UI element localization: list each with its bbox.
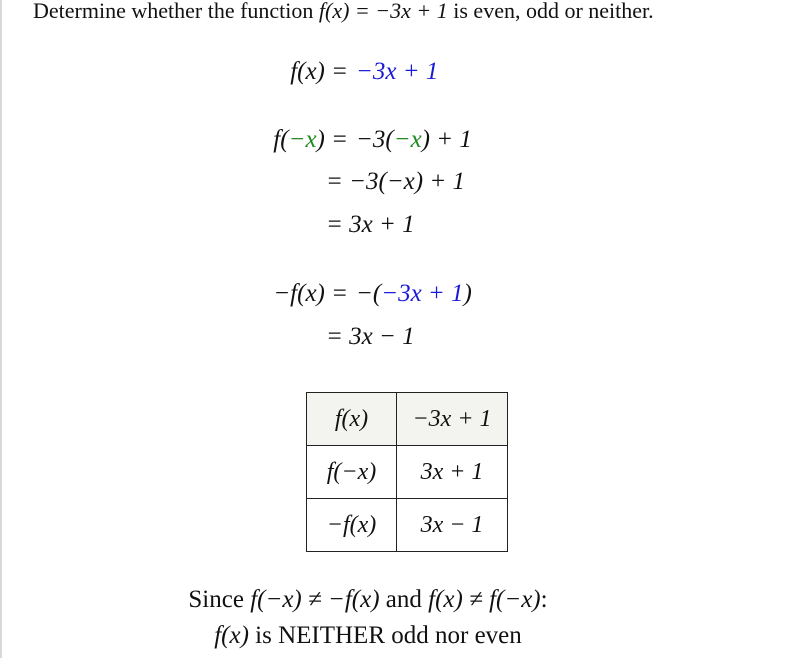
step-f-of-x (0, 58, 811, 92)
step-neg-f-of-x (0, 280, 811, 360)
table-cell-label: −f(x) (307, 499, 397, 552)
step2-line1-arg: −x (393, 126, 422, 153)
table-cell-value: 3x − 1 (397, 499, 508, 552)
conclusion-math-1: f(−x) ≠ −f(x) (250, 586, 380, 613)
problem-statement (33, 0, 654, 24)
conclusion-since: Since (188, 586, 251, 613)
step3-lhs: −f(x) = (273, 280, 348, 307)
table-cell-value: −3x + 1 (397, 393, 508, 446)
step1-lhs: f(x) = (290, 58, 348, 85)
conclusion-math-2: f(x) ≠ f(−x) (428, 586, 541, 613)
step3-line2: = 3x − 1 (326, 323, 415, 350)
table-cell-label: f(x) (307, 393, 397, 446)
conclusion-colon: : (540, 586, 548, 613)
conclusion-result: is NEITHER odd nor even (248, 622, 522, 649)
conclusion-line-2 (0, 622, 736, 650)
problem-text-after: is even, odd or neither. (447, 0, 654, 23)
table-row (307, 393, 508, 446)
step2-lhs-f: f( (273, 126, 289, 153)
step2-line3: = 3x + 1 (326, 211, 415, 238)
problem-text-before: Determine whether the function (33, 0, 319, 23)
conclusion-math-3: f(x) (214, 622, 249, 649)
step2-line1-b: ) + 1 (421, 126, 472, 153)
summary-table (306, 392, 508, 552)
step3-line1-b: ) (463, 280, 472, 307)
step2-line1 (356, 126, 472, 154)
step3-line1 (356, 280, 472, 308)
conclusion-and: and (379, 586, 429, 613)
step1-rhs: −3x + 1 (356, 58, 439, 85)
step-f-of-neg-x (0, 126, 811, 256)
table-row (307, 499, 508, 552)
step2-line2: = −3(−x) + 1 (326, 168, 465, 195)
step2-lhs-end: ) = (316, 126, 348, 153)
step3-line1-a: −( (356, 280, 382, 307)
conclusion-line-1 (0, 586, 736, 614)
step2-lhs (273, 126, 348, 154)
table-cell-value: 3x + 1 (397, 446, 508, 499)
step3-line1-inner: −3x + 1 (381, 280, 464, 307)
problem-function: f(x) = −3x + 1 (318, 0, 448, 23)
table-cell-label: f(−x) (307, 446, 397, 499)
step2-lhs-arg: −x (288, 126, 317, 153)
table-row (307, 446, 508, 499)
step2-line1-a: −3( (356, 126, 394, 153)
